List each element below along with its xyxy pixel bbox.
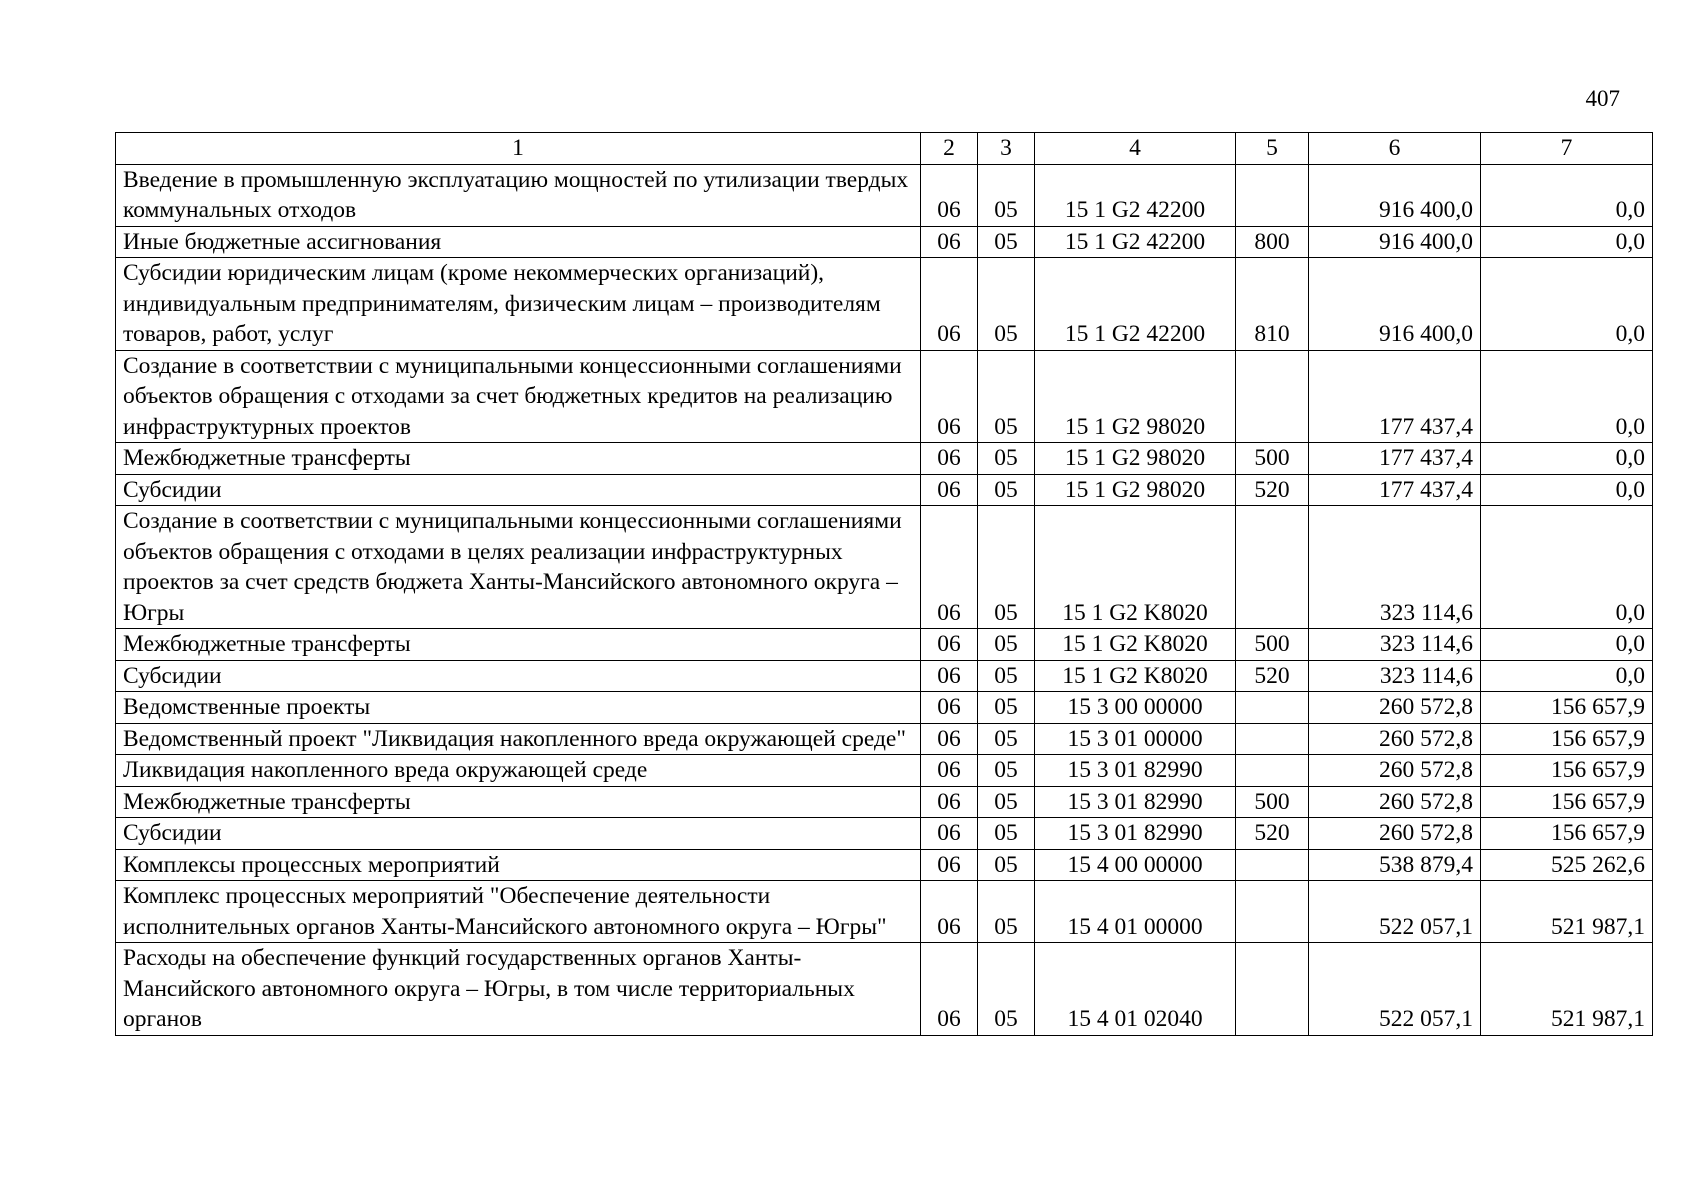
table-row — [116, 786, 1653, 818]
table-row — [116, 849, 1653, 881]
table-row — [116, 350, 1653, 443]
row-amount-year2-cell: 0,0 — [1481, 226, 1653, 258]
row-subsection-cell: 05 — [978, 786, 1035, 818]
row-amount-year2-cell: 0,0 — [1481, 258, 1653, 351]
header-cell-1: 1 — [116, 133, 921, 165]
row-name-cell: Субсидии — [116, 660, 921, 692]
row-expense-type-cell: 500 — [1236, 629, 1309, 661]
row-expense-type-cell: 800 — [1236, 226, 1309, 258]
row-amount-year2-cell: 156 657,9 — [1481, 818, 1653, 850]
row-subsection-cell: 05 — [978, 164, 1035, 226]
row-amount-year1-cell: 260 572,8 — [1309, 755, 1481, 787]
row-section-cell: 06 — [921, 506, 978, 629]
table-row — [116, 443, 1653, 475]
row-expense-type-cell: 520 — [1236, 660, 1309, 692]
table-row — [116, 755, 1653, 787]
row-amount-year2-cell: 0,0 — [1481, 474, 1653, 506]
header-cell-3: 3 — [978, 133, 1035, 165]
row-name-cell: Создание в соответствии с муниципальными концессионными соглашениями объектов обращения с отходами в целях реализации инфраструктурных проектов за счет средств бюджета Ханты-Мансийского автономного округа – Югры — [116, 506, 921, 629]
row-name-cell: Комплексы процессных мероприятий — [116, 849, 921, 881]
row-expense-type-cell — [1236, 849, 1309, 881]
row-amount-year1-cell: 260 572,8 — [1309, 786, 1481, 818]
row-amount-year2-cell: 156 657,9 — [1481, 755, 1653, 787]
row-expense-type-cell — [1236, 943, 1309, 1036]
row-target-code-cell: 15 1 G2 K8020 — [1035, 506, 1236, 629]
row-subsection-cell: 05 — [978, 258, 1035, 351]
row-name-cell: Межбюджетные трансферты — [116, 786, 921, 818]
row-target-code-cell: 15 4 00 00000 — [1035, 849, 1236, 881]
row-target-code-cell: 15 3 00 00000 — [1035, 692, 1236, 724]
row-amount-year1-cell: 323 114,6 — [1309, 660, 1481, 692]
row-target-code-cell: 15 1 G2 98020 — [1035, 474, 1236, 506]
row-section-cell: 06 — [921, 226, 978, 258]
row-subsection-cell: 05 — [978, 943, 1035, 1036]
row-subsection-cell: 05 — [978, 755, 1035, 787]
row-expense-type-cell — [1236, 164, 1309, 226]
row-name-cell: Субсидии — [116, 474, 921, 506]
row-amount-year2-cell: 0,0 — [1481, 443, 1653, 475]
row-amount-year2-cell: 0,0 — [1481, 506, 1653, 629]
header-cell-7: 7 — [1481, 133, 1653, 165]
row-target-code-cell: 15 3 01 00000 — [1035, 723, 1236, 755]
row-name-cell: Расходы на обеспечение функций государственных органов Ханты-Мансийского автономного округа – Югры, в том числе территориальных органов — [116, 943, 921, 1036]
table-row — [116, 723, 1653, 755]
row-amount-year1-cell: 538 879,4 — [1309, 849, 1481, 881]
row-section-cell: 06 — [921, 258, 978, 351]
row-amount-year1-cell: 260 572,8 — [1309, 818, 1481, 850]
table-header-row — [116, 133, 1653, 165]
row-subsection-cell: 05 — [978, 881, 1035, 943]
page-number: 407 — [1585, 86, 1620, 111]
table-row — [116, 692, 1653, 724]
table-row — [116, 506, 1653, 629]
table-row — [116, 629, 1653, 661]
row-name-cell: Субсидии — [116, 818, 921, 850]
row-section-cell: 06 — [921, 943, 978, 1036]
row-amount-year1-cell: 323 114,6 — [1309, 629, 1481, 661]
row-expense-type-cell — [1236, 692, 1309, 724]
row-subsection-cell: 05 — [978, 723, 1035, 755]
row-section-cell: 06 — [921, 881, 978, 943]
row-amount-year1-cell: 323 114,6 — [1309, 506, 1481, 629]
row-name-cell: Введение в промышленную эксплуатацию мощностей по утилизации твердых коммунальных отходов — [116, 164, 921, 226]
header-cell-5: 5 — [1236, 133, 1309, 165]
row-target-code-cell: 15 1 G2 42200 — [1035, 164, 1236, 226]
row-expense-type-cell — [1236, 350, 1309, 443]
row-section-cell: 06 — [921, 849, 978, 881]
row-target-code-cell: 15 1 G2 42200 — [1035, 226, 1236, 258]
row-expense-type-cell: 500 — [1236, 786, 1309, 818]
row-name-cell: Комплекс процессных мероприятий "Обеспечение деятельности исполнительных органов Ханты-Мансийского автономного округа – Югры" — [116, 881, 921, 943]
row-section-cell: 06 — [921, 660, 978, 692]
table-row — [116, 164, 1653, 226]
row-subsection-cell: 05 — [978, 660, 1035, 692]
row-expense-type-cell — [1236, 723, 1309, 755]
table-row — [116, 226, 1653, 258]
row-subsection-cell: 05 — [978, 474, 1035, 506]
row-amount-year1-cell: 260 572,8 — [1309, 692, 1481, 724]
table-row — [116, 943, 1653, 1036]
row-subsection-cell: 05 — [978, 226, 1035, 258]
row-target-code-cell: 15 4 01 02040 — [1035, 943, 1236, 1036]
row-name-cell: Ведомственные проекты — [116, 692, 921, 724]
row-section-cell: 06 — [921, 786, 978, 818]
row-amount-year2-cell: 156 657,9 — [1481, 692, 1653, 724]
row-subsection-cell: 05 — [978, 350, 1035, 443]
row-amount-year2-cell: 521 987,1 — [1481, 943, 1653, 1036]
row-section-cell: 06 — [921, 818, 978, 850]
row-section-cell: 06 — [921, 629, 978, 661]
row-expense-type-cell — [1236, 506, 1309, 629]
row-amount-year1-cell: 522 057,1 — [1309, 943, 1481, 1036]
header-cell-6: 6 — [1309, 133, 1481, 165]
row-subsection-cell: 05 — [978, 629, 1035, 661]
header-cell-4: 4 — [1035, 133, 1236, 165]
row-target-code-cell: 15 1 G2 K8020 — [1035, 660, 1236, 692]
row-expense-type-cell — [1236, 881, 1309, 943]
row-amount-year1-cell: 177 437,4 — [1309, 350, 1481, 443]
row-name-cell: Ликвидация накопленного вреда окружающей среде — [116, 755, 921, 787]
row-section-cell: 06 — [921, 350, 978, 443]
row-name-cell: Межбюджетные трансферты — [116, 443, 921, 475]
row-amount-year2-cell: 521 987,1 — [1481, 881, 1653, 943]
row-amount-year1-cell: 916 400,0 — [1309, 226, 1481, 258]
row-amount-year2-cell: 0,0 — [1481, 164, 1653, 226]
row-amount-year2-cell: 0,0 — [1481, 350, 1653, 443]
row-subsection-cell: 05 — [978, 692, 1035, 724]
row-subsection-cell: 05 — [978, 506, 1035, 629]
row-expense-type-cell — [1236, 755, 1309, 787]
row-target-code-cell: 15 3 01 82990 — [1035, 786, 1236, 818]
row-name-cell: Субсидии юридическим лицам (кроме некоммерческих организаций), индивидуальным предпринимателям, физическим лицам – производителям товаров, работ, услуг — [116, 258, 921, 351]
table-row — [116, 258, 1653, 351]
row-amount-year1-cell: 177 437,4 — [1309, 474, 1481, 506]
row-target-code-cell: 15 1 G2 98020 — [1035, 350, 1236, 443]
row-name-cell: Ведомственный проект "Ликвидация накопленного вреда окружающей среде" — [116, 723, 921, 755]
row-subsection-cell: 05 — [978, 849, 1035, 881]
row-amount-year2-cell: 525 262,6 — [1481, 849, 1653, 881]
row-section-cell: 06 — [921, 164, 978, 226]
row-amount-year1-cell: 260 572,8 — [1309, 723, 1481, 755]
row-target-code-cell: 15 3 01 82990 — [1035, 818, 1236, 850]
row-name-cell: Создание в соответствии с муниципальными концессионными соглашениями объектов обращения с отходами за счет бюджетных кредитов на реализацию инфраструктурных проектов — [116, 350, 921, 443]
row-subsection-cell: 05 — [978, 443, 1035, 475]
row-subsection-cell: 05 — [978, 818, 1035, 850]
row-target-code-cell: 15 3 01 82990 — [1035, 755, 1236, 787]
row-amount-year1-cell: 522 057,1 — [1309, 881, 1481, 943]
table-row — [116, 818, 1653, 850]
row-amount-year2-cell: 156 657,9 — [1481, 723, 1653, 755]
row-amount-year2-cell: 156 657,9 — [1481, 786, 1653, 818]
table-row — [116, 881, 1653, 943]
row-section-cell: 06 — [921, 474, 978, 506]
row-amount-year2-cell: 0,0 — [1481, 629, 1653, 661]
budget-table — [115, 132, 1653, 1036]
row-target-code-cell: 15 1 G2 42200 — [1035, 258, 1236, 351]
row-target-code-cell: 15 4 01 00000 — [1035, 881, 1236, 943]
row-expense-type-cell: 810 — [1236, 258, 1309, 351]
header-cell-2: 2 — [921, 133, 978, 165]
row-expense-type-cell: 520 — [1236, 818, 1309, 850]
row-expense-type-cell: 520 — [1236, 474, 1309, 506]
table-row — [116, 660, 1653, 692]
row-amount-year2-cell: 0,0 — [1481, 660, 1653, 692]
row-section-cell: 06 — [921, 692, 978, 724]
row-target-code-cell: 15 1 G2 K8020 — [1035, 629, 1236, 661]
row-target-code-cell: 15 1 G2 98020 — [1035, 443, 1236, 475]
row-amount-year1-cell: 916 400,0 — [1309, 164, 1481, 226]
row-amount-year1-cell: 177 437,4 — [1309, 443, 1481, 475]
row-section-cell: 06 — [921, 723, 978, 755]
row-name-cell: Иные бюджетные ассигнования — [116, 226, 921, 258]
row-section-cell: 06 — [921, 443, 978, 475]
row-name-cell: Межбюджетные трансферты — [116, 629, 921, 661]
table-row — [116, 474, 1653, 506]
row-expense-type-cell: 500 — [1236, 443, 1309, 475]
row-section-cell: 06 — [921, 755, 978, 787]
row-amount-year1-cell: 916 400,0 — [1309, 258, 1481, 351]
